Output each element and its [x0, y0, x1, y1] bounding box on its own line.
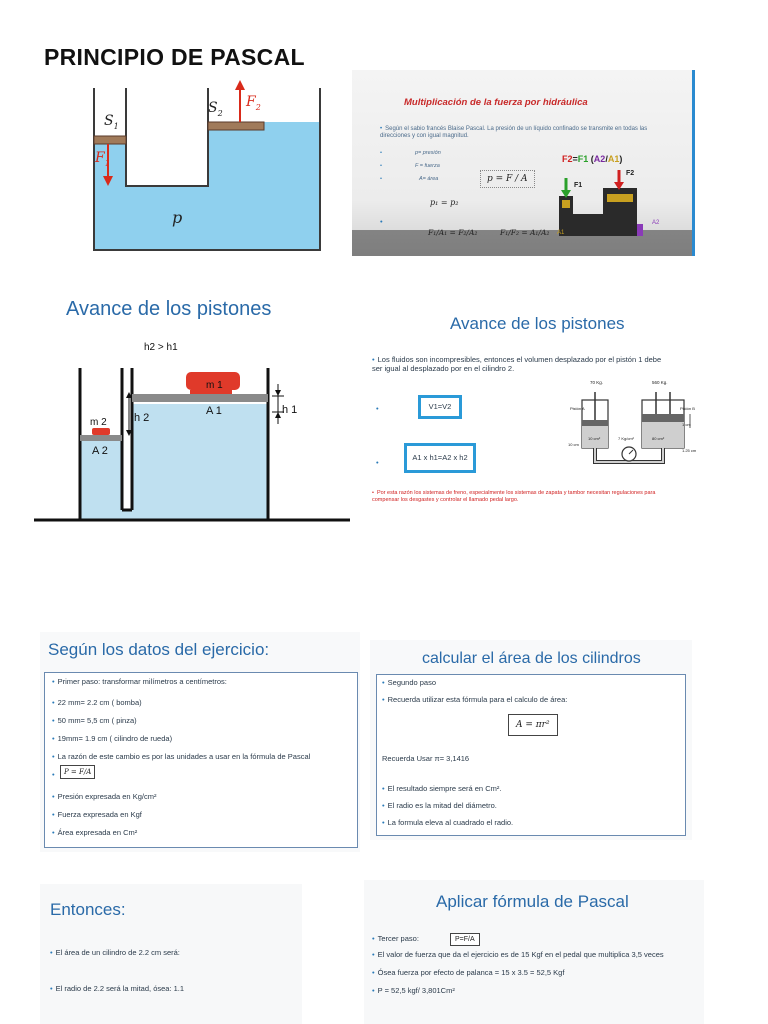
pressure-formula-box: P = F/A — [60, 765, 95, 779]
pressure-p-label: p — [172, 208, 183, 227]
datos-item-2: • 22 mm= 2.2 cm ( bomba) — [52, 698, 142, 707]
h-condition: h2 > h1 — [144, 342, 178, 353]
area-height-box: A1 x h1=A2 x h2 — [404, 443, 476, 473]
datos-item-8: • Fuerza expresada en Kgf — [52, 810, 142, 819]
datos-slide — [40, 632, 360, 852]
datos-item-3: • 50 mm= 5,5 cm ( pinza) — [52, 716, 137, 725]
dim-7kg: 7 Kg/cm² — [618, 436, 635, 441]
area-step: • Segundo paso — [382, 678, 437, 687]
v1-v2-box: V1=V2 — [418, 395, 462, 419]
weight-560: 560 Kg. — [652, 380, 668, 385]
avance-slide-right — [362, 298, 702, 518]
entonces-slide — [40, 884, 302, 1024]
incompressible-bullet: • Los fluidos son incompresibles, entonces el volumen desplazado por el pistón 1 debe ser igual al desplazado por en el cilindro 2. — [372, 355, 662, 373]
s1-label: $S_1$ — [104, 113, 119, 131]
datos-item-6: • — [52, 770, 55, 779]
bullet-dot-2: • — [376, 404, 379, 413]
s2-label: $S_2$ — [208, 100, 223, 118]
pascal-item-3: • Ósea fuerza por efecto de palanca = 15 x 3.5 = 52,5 Kgf — [372, 968, 565, 977]
eq-p1p2: p₁ = p₂ — [430, 198, 459, 207]
entonces-title: Entonces: — [50, 900, 126, 919]
f2-label: $F_2$ — [246, 94, 261, 112]
datos-title: Según los datos del ejercicio: — [48, 640, 270, 659]
eq-ratio2: F₁/F₂ = A₁/A₂ — [500, 228, 550, 237]
pascal-formula-slide — [364, 880, 704, 1024]
h1-label: h 1 — [282, 404, 298, 416]
a2-label: A 2 — [92, 445, 108, 457]
brake-note: • Por esta razón los sistemas de freno, especialmente los sistemas de zapata y tambor necesitan regulaciones para compensar los desgastes y controlar el llamado pedal largo. — [372, 490, 656, 503]
datos-item-5: • La razón de este cambio es por las unidades a usar en la fórmula de Pascal — [52, 752, 311, 761]
brake-pistons-diagram — [562, 382, 696, 478]
f2-formula: F2=F1 (A2/A1) — [562, 154, 623, 164]
dim-125cm: 1.25 cm — [682, 448, 697, 453]
a1-label: A 1 — [206, 405, 222, 417]
datos-item-1: • Primer paso: transformar milímetros a centímetros: — [52, 677, 227, 686]
dim-80cm2: 80 cm² — [652, 436, 665, 441]
pi-note: Recuerda Usar π= 3,1416 — [382, 754, 470, 763]
area-item-2: • El radio es la mitad del diámetro. — [382, 801, 497, 810]
area-slide — [370, 640, 692, 840]
area-recall: • Recuerda utilizar esta fórmula para el calculo de área: — [382, 695, 568, 704]
datos-item-4: • 19mm= 1.9 cm ( cilindro de rueda) — [52, 734, 173, 743]
avance-title-right: Avance de los pistones — [450, 314, 625, 333]
m1-label: m 1 — [206, 380, 223, 391]
pf-formula-box: P=F/A — [450, 933, 480, 946]
piston-a-label: Pistón A — [570, 406, 585, 411]
bullet-dot-3: • — [376, 458, 379, 467]
a-def: • A= área — [380, 176, 439, 182]
pascal-step-3: • Tercer paso: — [372, 934, 419, 943]
hydraulic-title: Multiplicación de la fuerza por hidráulica — [404, 97, 588, 108]
eq-p-box: p = F / A — [480, 170, 535, 188]
p-def: • p= presión — [380, 150, 441, 156]
hydraulic-press-diagram — [557, 166, 667, 240]
f2-tag: F2 — [626, 170, 635, 177]
f1-label: $F_1$ — [95, 150, 110, 168]
datos-item-9: • Área expresada en Cm² — [52, 828, 138, 837]
f-def: • F = fuerza — [380, 163, 440, 169]
h2-label: h 2 — [134, 412, 150, 424]
area-item-1: • El resultado siempre será en Cm². — [382, 784, 502, 793]
pistons-advance-diagram — [34, 360, 354, 526]
piston-b-label: Pistón B — [680, 406, 695, 411]
pascal-item-2: • El valor de fuerza que da el ejercicio es de 15 Kgf en el pedal que multiplica 3,5 veces — [372, 950, 664, 959]
a1-tag: A1 — [557, 230, 565, 236]
eq-ratio1: F₁/A₁ = F₂/A₂ — [428, 228, 478, 237]
datos-item-7: • Presión expresada en Kg/cm² — [52, 792, 157, 801]
area-title: calcular el área de los cilindros — [422, 650, 641, 667]
area-formula-box: A = πr² — [508, 714, 558, 736]
pascal-item-4: • P = 52,5 kgf/ 3,801Cm² — [372, 986, 455, 995]
bullet-dot: • — [380, 217, 383, 226]
f1-tag: F1 — [574, 182, 583, 189]
area-item-3: • La formula eleva al cuadrado el radio. — [382, 818, 514, 827]
dim-10cm: 10 cm — [568, 442, 579, 447]
dim-1cm: 1 cm — [682, 422, 691, 427]
m2-label: m 2 — [90, 417, 107, 428]
entonces-item-2: • El radio de 2.2 será la mitad, ósea: 1.1 — [50, 984, 185, 993]
pascal-title: PRINCIPIO DE PASCAL — [44, 44, 305, 70]
pascal-formula-title: Aplicar fórmula de Pascal — [436, 892, 629, 911]
dim-10cm2: 10 cm² — [588, 436, 601, 441]
avance-title-left: Avance de los pistones — [66, 298, 272, 320]
entonces-item-1: • El área de un cilindro de 2.2 cm será: — [50, 948, 180, 957]
a2-tag: A2 — [652, 220, 660, 226]
weight-70: 70 Kg. — [590, 380, 604, 385]
hydraulic-bullet: • Según el sabio francés Blaise Pascal. La presión de un líquido confinado se transmite en todas las direcciones y con igual magnitud. — [380, 126, 648, 140]
hydraulic-slide — [352, 70, 695, 256]
